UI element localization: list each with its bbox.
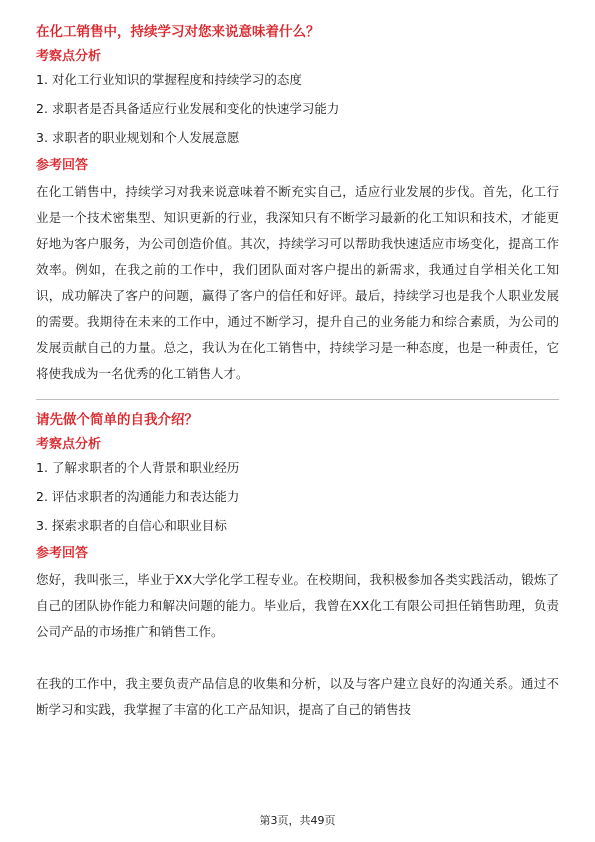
analysis-item: 2. 评估求职者的沟通能力和表达能力 <box>36 489 240 504</box>
analysis-heading: 考察点分析 <box>36 49 102 64</box>
analysis-item: 1. 对化工行业知识的掌握程度和持续学习的态度 <box>36 72 302 87</box>
section-divider <box>36 399 559 400</box>
analysis-item: 3. 探索求职者的自信心和职业目标 <box>36 518 227 533</box>
question-title: 请先做个简单的自我介绍？ <box>36 412 198 428</box>
answer-body <box>36 567 559 723</box>
qa-block-2 <box>36 410 559 723</box>
answer-heading: 参考回答 <box>36 158 89 173</box>
page-number: 第3页，共49页 <box>259 814 336 827</box>
answer-paragraph: 在化工销售中，持续学习对我来说意味着不断充实自己，适应行业发展的步伐。首先，化工行业是一个技术密集型、知识更新的行业，我深知只有不断学习最新的化工知识和技术，才能更好地为客户服务，为公司创造价值。其次，持续学习可以帮助我快速适应市场变化，提高工作效率。例如，在我之前的工作中，我们团队面对客户提出的新需求，我通过自学相关化工知识，成功解决了客户的问题，赢得了客户的信任和好评。最后，持续学习也是我个人职业发展的需要。我期待在未来的工作中，通过不断学习，提升自己的业务能力和综合素质，为公司的发展贡献自己的力量。总之，我认为在化工销售中，持续学习是一种态度，也是一种责任，它将使我成为一名优秀的化工销售人才。 <box>36 184 559 381</box>
analysis-item: 2. 求职者是否具备适应行业发展和变化的快速学习能力 <box>36 101 340 116</box>
answer-body <box>36 179 559 387</box>
document-page <box>36 22 559 723</box>
analysis-item: 3. 求职者的职业规划和个人发展意愿 <box>36 130 240 145</box>
answer-heading: 参考回答 <box>36 546 89 561</box>
question-title: 在化工销售中，持续学习对您来说意味着什么？ <box>36 24 320 40</box>
analysis-heading: 考察点分析 <box>36 437 102 452</box>
qa-block-1 <box>36 22 559 387</box>
answer-paragraph: 您好，我叫张三，毕业于XX大学化学工程专业。在校期间，我积极参加各类实践活动，锻炼了自己的团队协作能力和解决问题的能力。毕业后，我曾在XX化工有限公司担任销售助理，负责公司产品的市场推广和销售工作。 <box>36 572 559 639</box>
analysis-item: 1. 了解求职者的个人背景和职业经历 <box>36 460 240 475</box>
answer-paragraph: 在我的工作中，我主要负责产品信息的收集和分析，以及与客户建立良好的沟通关系。通过不断学习和实践，我掌握了丰富的化工产品知识，提高了自己的销售技 <box>36 676 559 717</box>
